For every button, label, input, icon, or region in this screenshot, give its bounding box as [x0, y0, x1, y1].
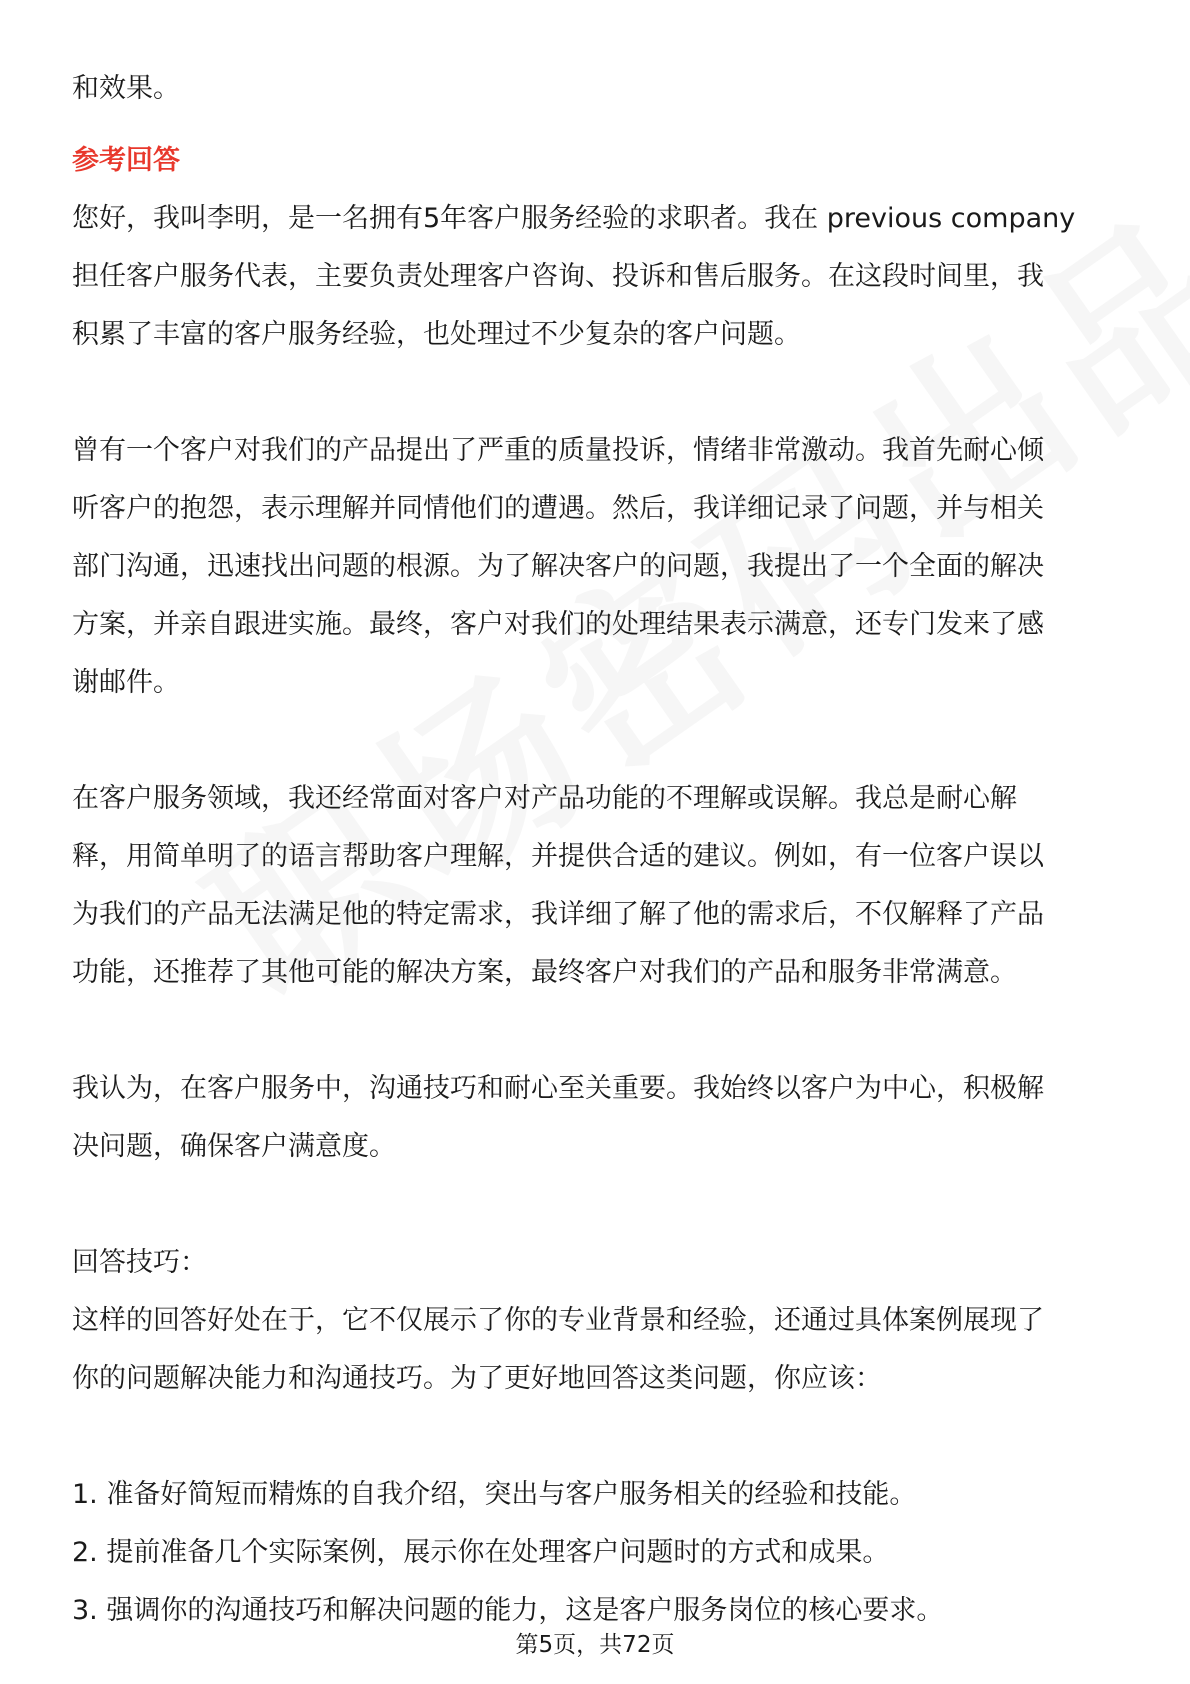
intro-tail: 和效果。: [72, 73, 180, 104]
paragraph-line: 释，用简单明了的语言帮助客户理解，并提供合适的建议。例如，有一位客户误以: [72, 841, 1044, 872]
paragraph-line: 听客户的抱怨，表示理解并同情他们的遭遇。然后，我详细记录了问题，并与相关: [72, 493, 1044, 524]
answer-paragraph-3: [72, 770, 1120, 1002]
spacer: [72, 1176, 1120, 1234]
page-number: 第5页，共72页: [515, 1632, 675, 1658]
spacer: [72, 118, 1120, 132]
paragraph-line: 积累了丰富的客户服务经验，也处理过不少复杂的客户问题。: [72, 319, 801, 350]
answer-paragraph-2: [72, 422, 1120, 712]
spacer: [72, 712, 1120, 770]
paragraph-line: 您好，我叫李明，是一名拥有5年客户服务经验的求职者。我在 previous company: [72, 203, 1076, 234]
paragraph-line: 你的问题解决能力和沟通技巧。为了更好地回答这类问题，你应该：: [72, 1363, 882, 1394]
spacer: [72, 364, 1120, 422]
paragraph-line: 我认为，在客户服务中，沟通技巧和耐心至关重要。我始终以客户为中心，积极解: [72, 1073, 1044, 1104]
spacer: [72, 1408, 1120, 1466]
paragraph-line: 担任客户服务代表，主要负责处理客户咨询、投诉和售后服务。在这段时间里，我: [72, 261, 1044, 292]
list-item: 3. 强调你的沟通技巧和解决问题的能力，这是客户服务岗位的核心要求。: [72, 1595, 944, 1626]
answer-paragraph-4: [72, 1060, 1120, 1176]
tips-heading: 回答技巧：: [72, 1247, 207, 1278]
answer-heading: 参考回答: [72, 145, 180, 176]
paragraph-line: 谢邮件。: [72, 667, 180, 698]
paragraph-line: 功能，还推荐了其他可能的解决方案，最终客户对我们的产品和服务非常满意。: [72, 957, 1017, 988]
paragraph-line: 部门沟通，迅速找出问题的根源。为了解决客户的问题，我提出了一个全面的解决: [72, 551, 1044, 582]
tips-intro: [72, 1292, 1120, 1408]
page-content: [72, 60, 1120, 1640]
paragraph-line: 曾有一个客户对我们的产品提出了严重的质量投诉，情绪非常激动。我首先耐心倾: [72, 435, 1044, 466]
paragraph-line: 在客户服务领域，我还经常面对客户对产品功能的不理解或误解。我总是耐心解: [72, 783, 1017, 814]
paragraph-line: 方案，并亲自跟进实施。最终，客户对我们的处理结果表示满意，还专门发来了感: [72, 609, 1044, 640]
list-item: 1. 准备好简短而精炼的自我介绍，突出与客户服务相关的经验和技能。: [72, 1479, 917, 1510]
paragraph-line: 这样的回答好处在于，它不仅展示了你的专业背景和经验，还通过具体案例展现了: [72, 1305, 1044, 1336]
paragraph-line: 决问题，确保客户满意度。: [72, 1131, 396, 1162]
list-item: 2. 提前准备几个实际案例，展示你在处理客户问题时的方式和成果。: [72, 1537, 890, 1568]
answer-paragraph-1: [72, 190, 1120, 364]
tips-list: [72, 1466, 1120, 1640]
spacer: [72, 1002, 1120, 1060]
paragraph-line: 为我们的产品无法满足他的特定需求，我详细了解了他的需求后，不仅解释了产品: [72, 899, 1044, 930]
